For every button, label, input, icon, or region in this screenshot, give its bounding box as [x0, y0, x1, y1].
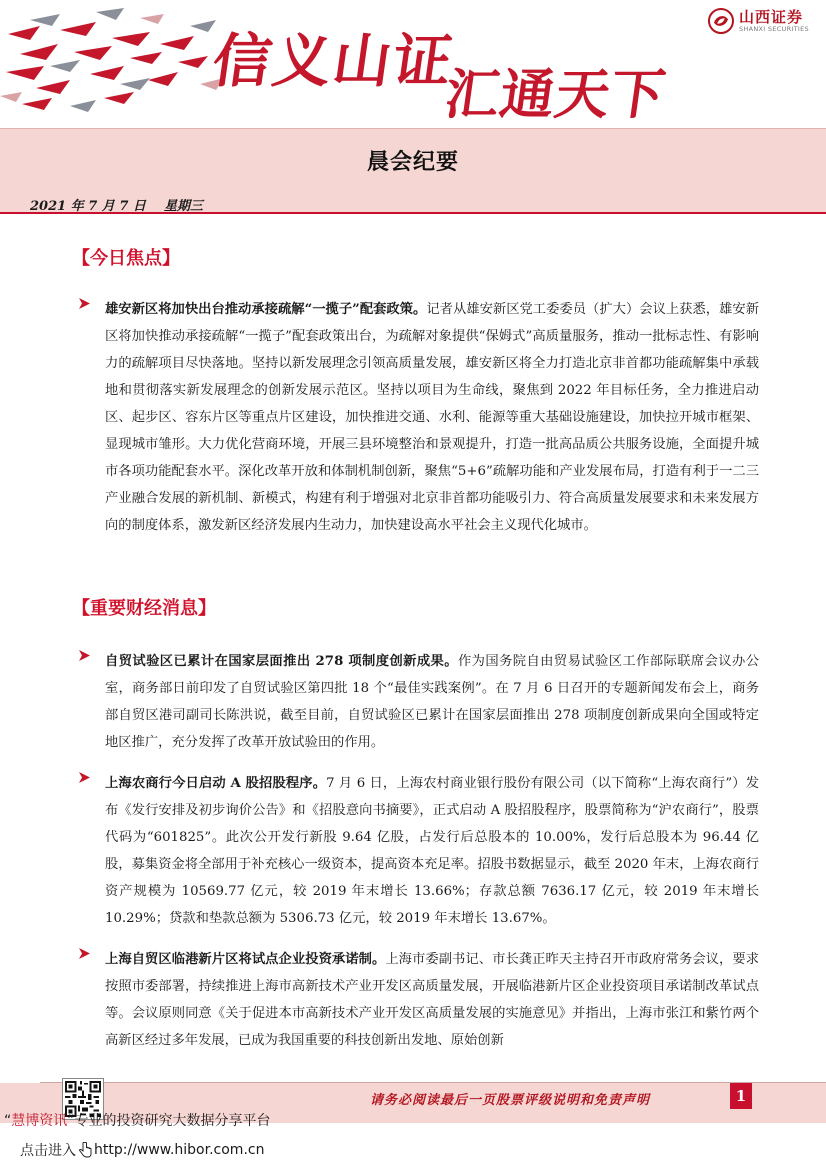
news-paragraph: [105, 946, 759, 1054]
news-paragraph: [105, 770, 759, 932]
title-band: [0, 128, 826, 194]
watermark-quote-open: “: [4, 1113, 12, 1129]
brand-name-cn: 山西证券: [739, 8, 804, 26]
news-headline: 上海农商行今日启动 A 股招股程序。: [105, 776, 327, 791]
arrow-bullet-icon: [79, 298, 90, 309]
news-item: [79, 770, 759, 932]
watermark-tagline: [4, 1110, 271, 1130]
brand-logo: [708, 8, 809, 34]
news-body: 作为国务院自由贸易试验区工作部际联席会议办公室，商务部日前印发了自贸试验区第四批 18 个“最佳实践案例”。在 7 月 6 日召开的专题新闻发布会上，商务部自贸区港司副司长陈洪说，截至目前，自贸试验区已累计在国家层面推出 278 项制度创新成果向全国或特定地区推广，充分发挥了改革开放试验田的作用。: [105, 654, 760, 750]
report-date: 2021 年 7 月 7 日 星期三: [30, 199, 204, 214]
arrow-bullet-icon: [79, 772, 90, 783]
pointer-hand-icon: [78, 1142, 92, 1158]
watermark-brand: 慧博资讯: [11, 1113, 68, 1129]
news-headline: 雄安新区将加快出台推动承接疏解“一揽子”配套政策。: [105, 302, 427, 317]
news-headline: 自贸试验区已累计在国家层面推出 278 项制度创新成果。: [105, 654, 458, 669]
news-item: [79, 648, 759, 756]
date-bar: [0, 194, 826, 214]
news-headline: 上海自贸区临港新片区将试点企业投资承诺制。: [105, 952, 386, 967]
section-heading-today-focus: 【今日焦点】: [72, 248, 180, 269]
disclaimer-text: 请务必阅读最后一页股票评级说明和免责声明: [370, 1093, 651, 1108]
page-title: 晨会纪要: [366, 150, 459, 175]
watermark-quote-close: ”: [67, 1113, 75, 1129]
news-paragraph: [105, 648, 759, 756]
arrow-bullet-icon: [79, 650, 90, 661]
slogan-main: 信义山证: [208, 27, 459, 95]
watermark-link-prefix: 点击进入: [20, 1143, 76, 1159]
watermark-tagline-text: 专业的投资研究大数据分享平台: [74, 1113, 271, 1129]
news-body: 上海市委副书记、市长龚正昨天主持召开市政府常务会议，要求按照市委部署，持续推进上海市高新技术产业开发区高质量发展，开展临港新片区企业投资项目承诺制改革试点等。会议原则同意《关于促进本市高新技术产业开发区高质量发展的实施意见》并指出，上海市张江和紫竹两个高新区经过多年发展，已成为我国重要的科技创新出发地、原始创新: [105, 952, 760, 1048]
page-number: 1: [730, 1083, 752, 1109]
header-banner: [0, 0, 826, 128]
brand-name-en: SHANXI SECURITIES: [739, 25, 809, 33]
watermark-url[interactable]: http://www.hibor.com.cn: [94, 1142, 265, 1158]
news-body: 7 月 6 日，上海农村商业银行股份有限公司（以下简称“上海农商行”）发布《发行安排及初步询价公告》和《招股意向书摘要》，正式启动 A 股招股程序，股票简称为“沪农商行”，股票代码为“601825”。此次公开发行新股 9.64 亿股，占发行后总股本的 10.00%，发行后总股本为 96.44 亿股，募集资金将全部用于补充核心一级资本，提高资本充足率。招股书数据显示，截至 2020 年末，上海农商行资产规模为 10569.77 亿元，较 2019 年末增长 13.66%；存款总额 7636.17 亿元，较 2019 年末增长 10.29%；贷款和垫款总额为 5306.73 亿元，较 2019 年末增长 13.67%。: [105, 776, 759, 926]
section-heading-financial-news: 【重要财经消息】: [72, 598, 216, 619]
news-paragraph: [105, 296, 759, 539]
arrow-bullet-icon: [79, 948, 90, 959]
news-item: [79, 296, 759, 539]
news-item: [79, 946, 759, 1054]
news-body: 记者从雄安新区党工委委员（扩大）会议上获悉，雄安新区将加快推动承接疏解“一揽子”配套政策出台，为疏解对象提供“保姆式”高质量服务，推动一批标志性、有影响力的疏解项目尽快落地。坚持以新发展理念引领高质量发展，雄安新区将全力打造北京非首都功能疏解集中承载地和贯彻落实新发展理念的创新发展示范区。坚持以项目为生命线，聚焦到 2022 年目标任务，全力推进启动区、起步区、容东片区等重点片区建设，加快推进交通、水利、能源等重大基础设施建设，加快拉开城市框架、显现城市雏形。大力优化营商环境，开展三县环境整治和景观提升，打造一批高品质公共服务设施，全面提升城市各项功能配套水平。深化改革开放和体制机制创新，聚焦“5+6”疏解功能和产业发展布局，打造有利于一二三产业融合发展的新机制、新模式，构建有利于增强对北京非首都功能吸引力、符合高质量发展要求和未来发展方向的制度体系，激发新区经济发展内生动力，加快建设高水平社会主义现代化城市。: [105, 302, 760, 533]
stylized-swirl-logo-icon: [708, 8, 734, 34]
slogan-secondary: 汇通天下: [441, 63, 670, 126]
watermark-link[interactable]: [20, 1140, 264, 1160]
